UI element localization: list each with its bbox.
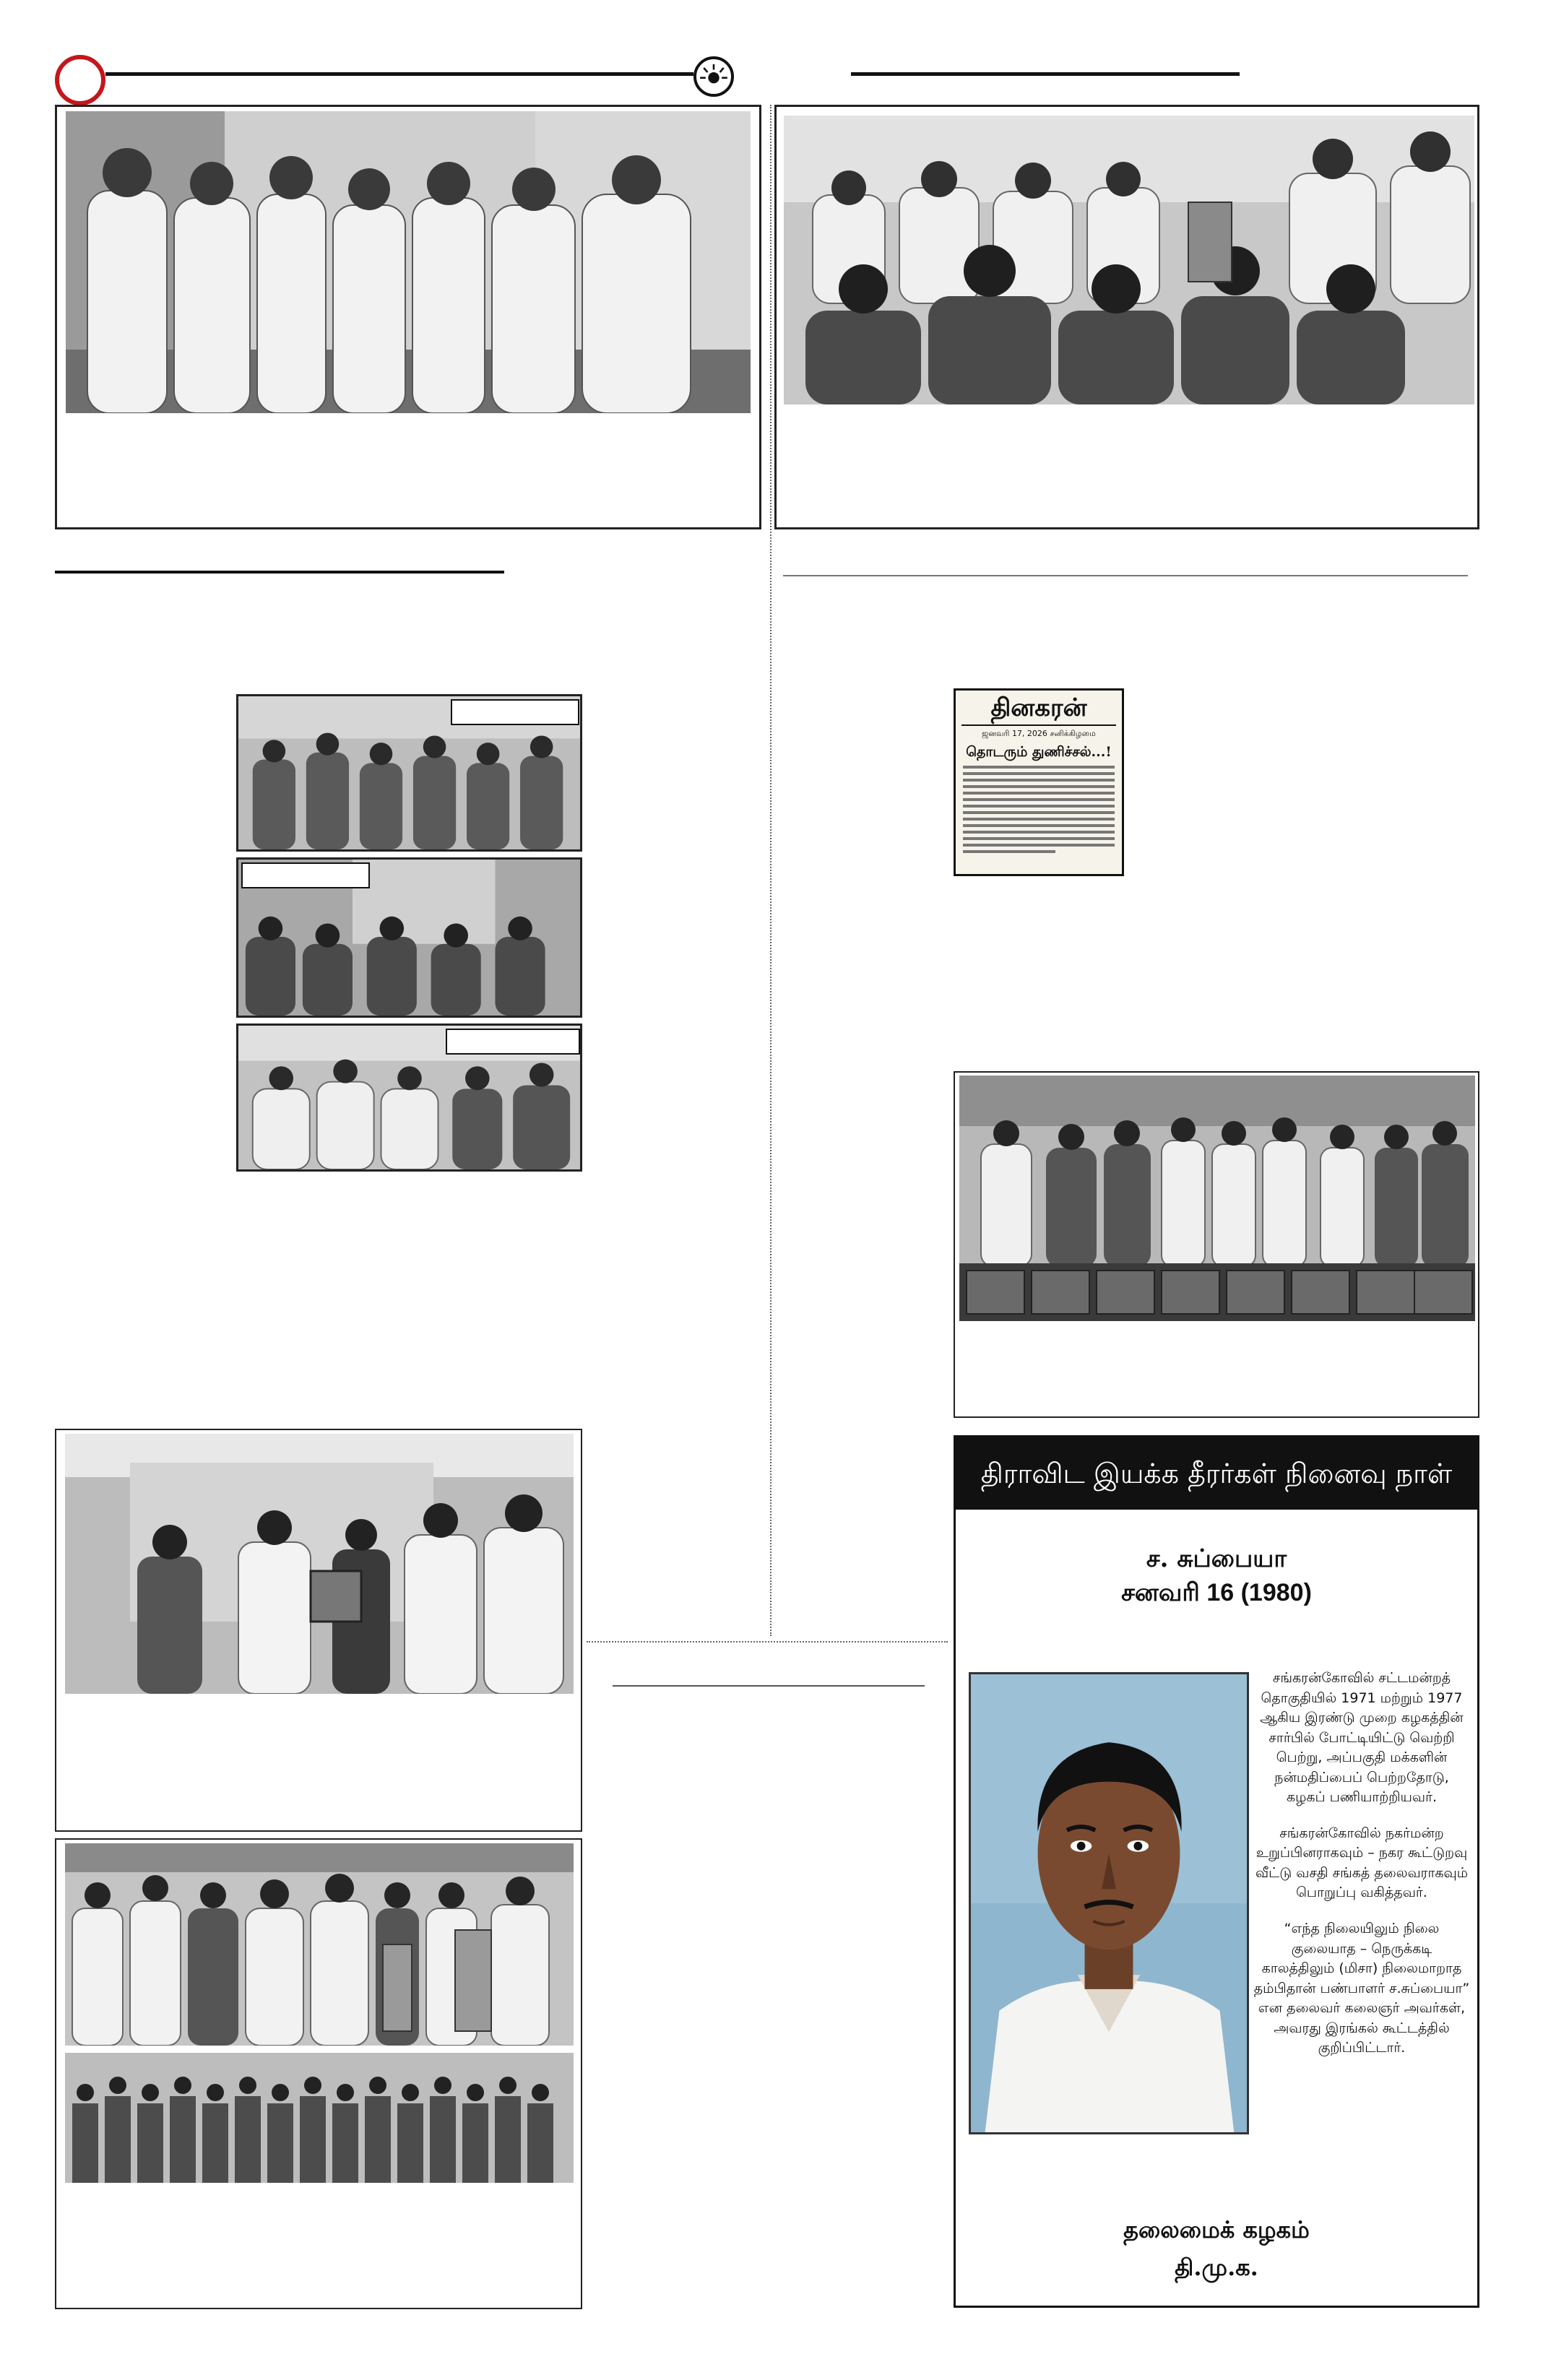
section-rule-right: [783, 575, 1468, 576]
photo-stack-1: [236, 694, 582, 852]
photo-box-top-right: [774, 105, 1479, 529]
rising-sun-emblem-icon: [693, 56, 734, 97]
photo-stack-3: [236, 1024, 582, 1172]
trophy-team-photo: [784, 116, 1474, 404]
tribute-signature-party: தி.மு.க.: [1175, 2254, 1258, 2281]
clipping-body-text: [961, 766, 1116, 853]
tribute-banner: திராவிட இயக்க தீரர்கள் நினைவு நாள்: [956, 1437, 1477, 1510]
photo-caption-label: [446, 1029, 580, 1055]
photo-caption-label: [241, 862, 370, 888]
distribution-photo: [959, 1076, 1475, 1321]
tribute-panel: [954, 1435, 1479, 2308]
column-divider: [770, 105, 772, 1636]
photo-box-left-lower-1: [55, 1429, 582, 1832]
sports-team-photo: [65, 1843, 574, 2183]
photo-box-right-middle: [954, 1071, 1479, 1418]
award-photo: [65, 1434, 574, 1694]
photo-caption-label: [451, 699, 579, 725]
tribute-paragraph: “எந்த நிலையிலும் நிலை குலையாத – நெருக்கடி காலத்திலும் (மிசா) நிலைமாறாத தம்பிதான் பண்பாளர் ச.சுப்பையா” என தலைவர் கலைஞர் அவர்கள், அவரது இரங்கல் கூட்டத்தில் குறிப்பிட்டார்.: [1253, 1921, 1470, 2056]
clipping-masthead: தினகரன்: [961, 695, 1116, 726]
group-photo: [66, 111, 751, 413]
tribute-portrait: [969, 1672, 1249, 2134]
tribute-date: சனவரி 16 (1980): [1121, 1579, 1312, 1606]
section-rule-left: [55, 571, 504, 574]
page-number-circle: [55, 55, 105, 105]
tribute-person-name: ச. சுப்பையா: [1146, 1544, 1287, 1573]
tribute-paragraph: சங்கரன்கோவில் நகர்மன்ற உறுப்பினராகவும் – நகர கூட்டுறவு வீட்டு வசதி சங்கத் தலைவராகவும் பொறுப்பு வகித்தவர்.: [1255, 1825, 1469, 1901]
tribute-signature-org: தலைமைக் கழகம்: [1123, 2216, 1310, 2243]
horizontal-dotted-divider: [587, 1641, 948, 1643]
tribute-biography: [1253, 1669, 1470, 2074]
tribute-paragraph: சங்கரன்கோவில் சட்டமன்றத் தொகுதியில் 1971 மற்றும் 1977 ஆகிய இரண்டு முறை கழகத்தின் சார்பில் போட்டியிட்டு வெற்றி பெற்று, அப்பகுதி மக்களின் நன்மதிப்பைப் பெற்றதோடு, கழகப் பணியாற்றியவர்.: [1260, 1670, 1464, 1806]
header-rule-right: [851, 72, 1240, 76]
clipping-headline: தொடரும் துணிச்சல்...!: [966, 744, 1112, 761]
middle-bottom-rule: [613, 1685, 925, 1687]
photo-box-left-lower-2: [55, 1838, 582, 2309]
header-rule-left: [105, 72, 693, 76]
photo-box-top-left: [55, 105, 761, 529]
photo-stack-2: [236, 857, 582, 1018]
newspaper-clipping: [954, 688, 1124, 876]
clipping-date: ஜனவரி 17, 2026 சனிக்கிழமை: [982, 729, 1096, 739]
